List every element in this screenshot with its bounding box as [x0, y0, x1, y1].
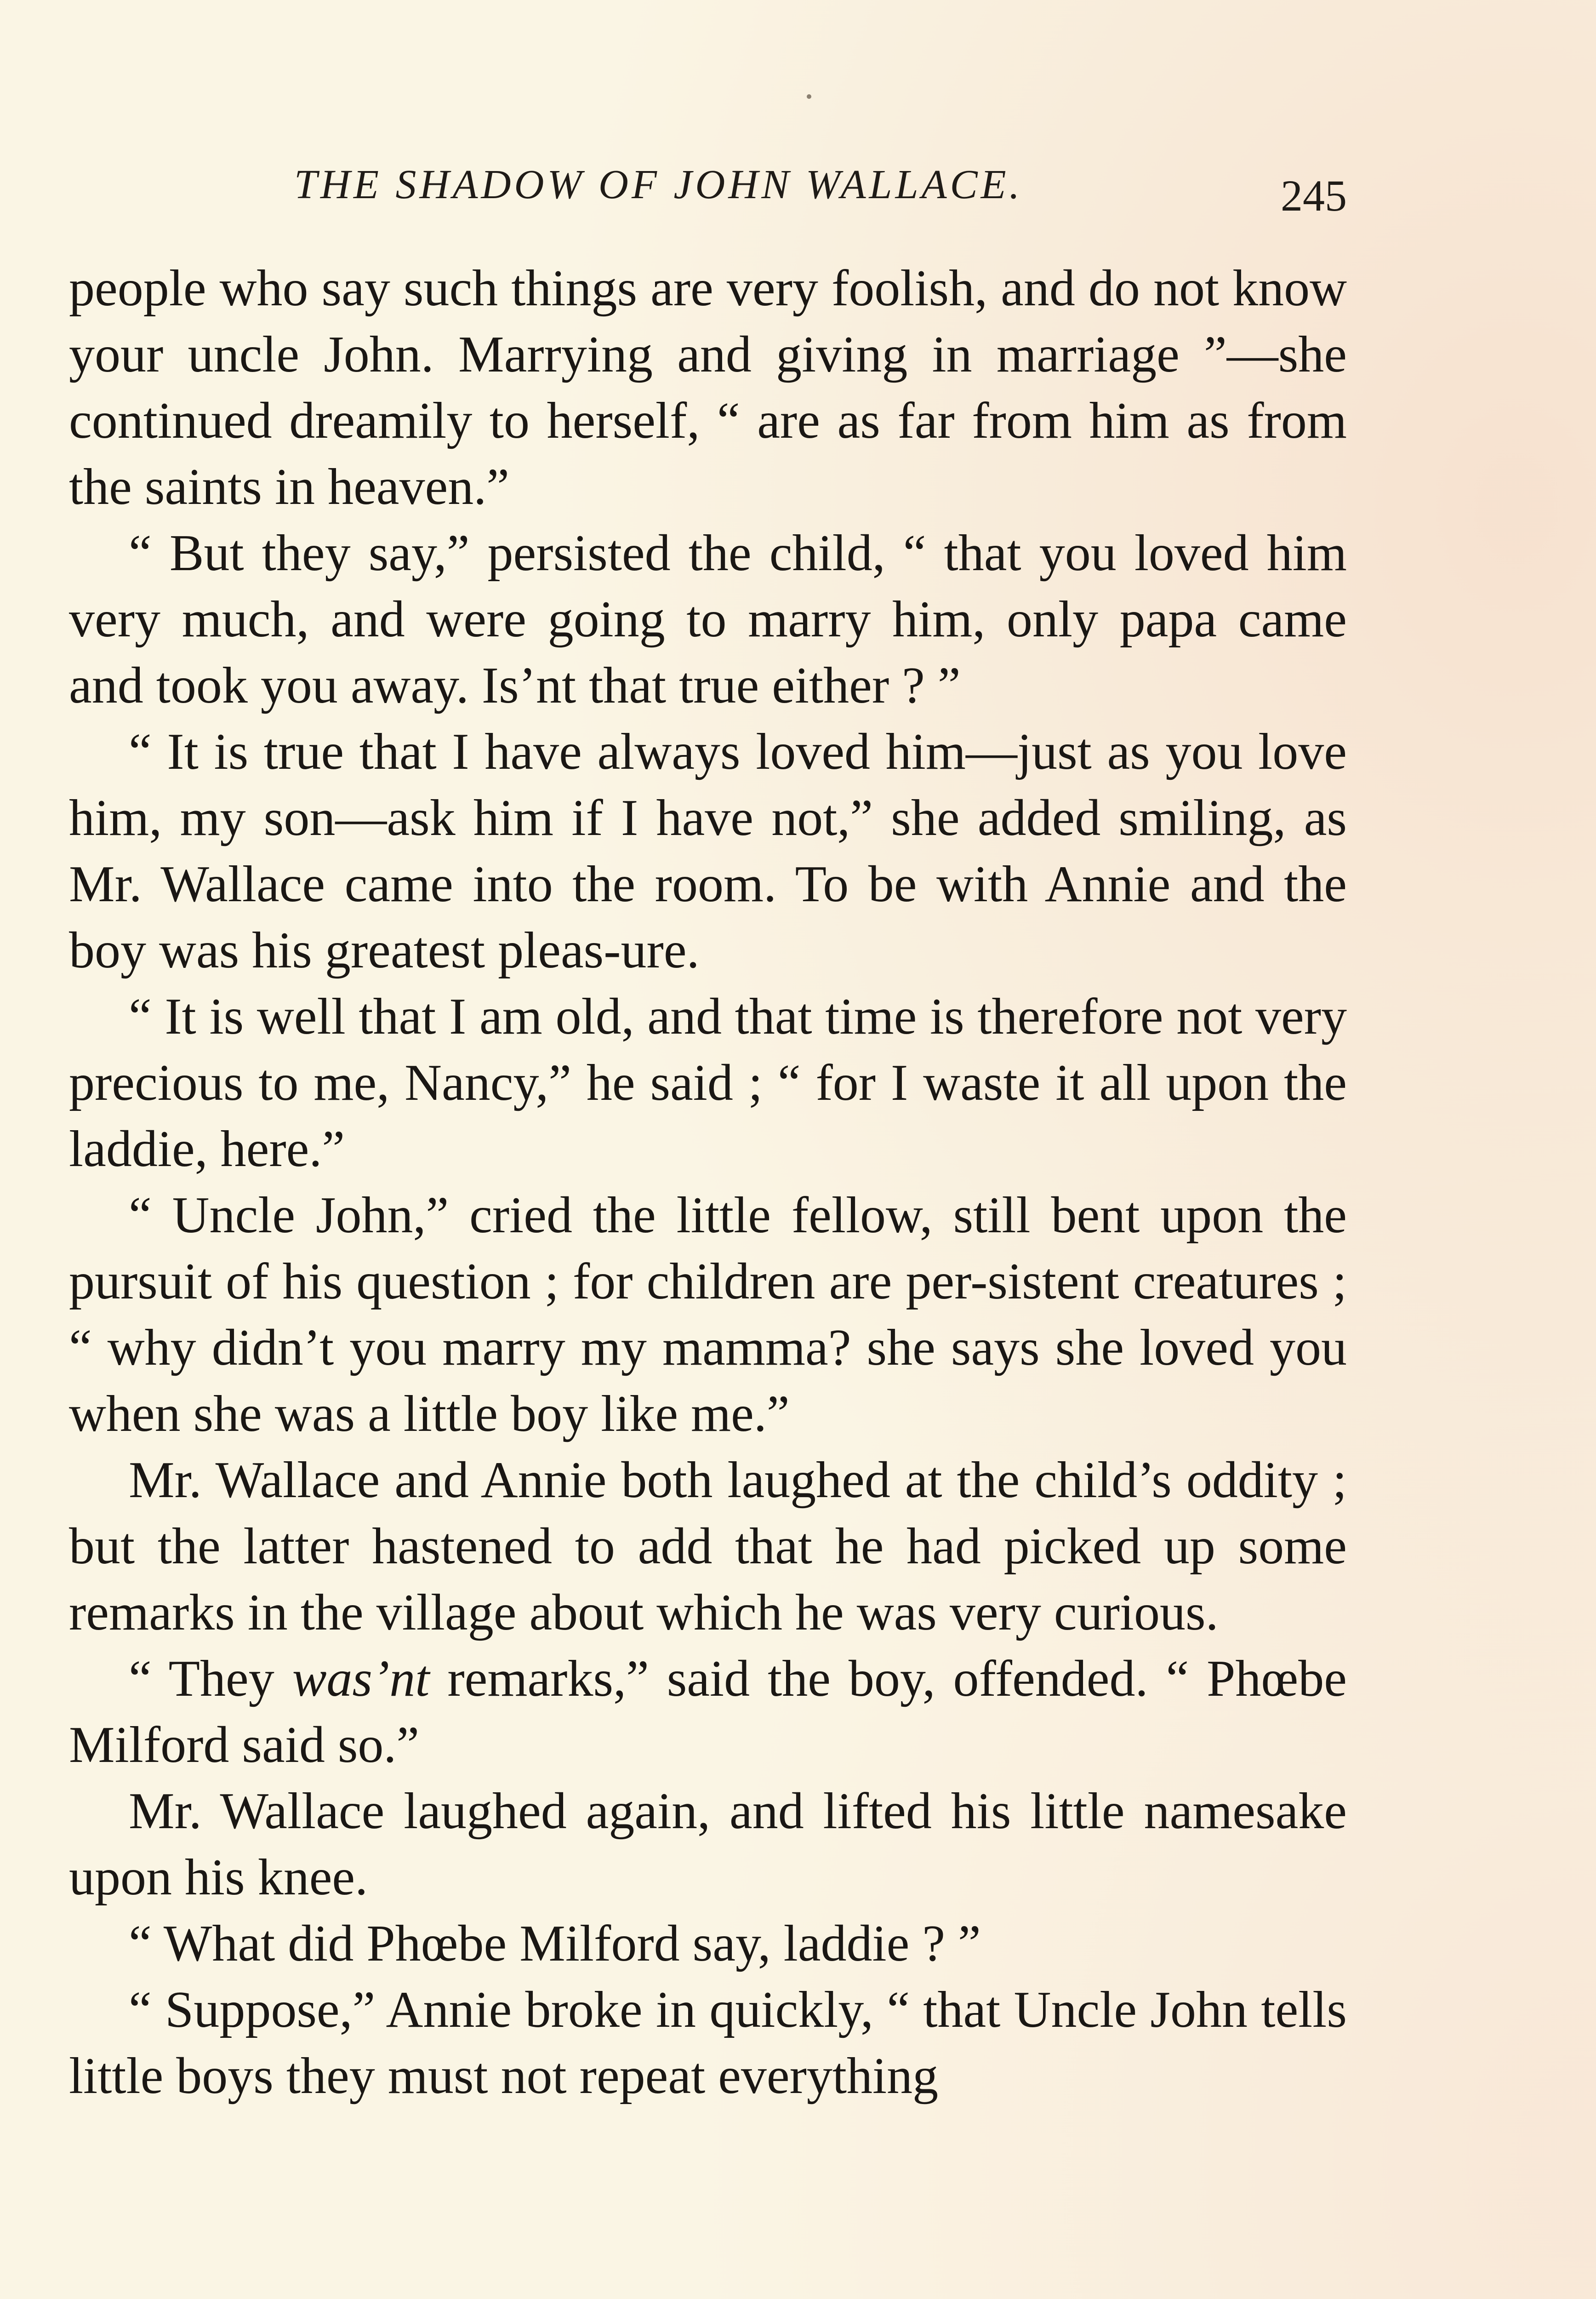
- paragraph: “ It is well that I am old, and that time is therefore not very precious to me, Nancy,” he said ; “ for I waste it all upon the laddie, here.”: [69, 988, 1347, 1178]
- paragraph: Mr. Wallace laughed again, and lifted his little namesake upon his knee.: [69, 1783, 1347, 1906]
- paragraph-segment: remarks,” said the boy, offended. “ Phœbe Milford said so.”: [69, 1650, 1347, 1773]
- paragraph: [69, 1646, 1347, 1778]
- paper-speck: [807, 94, 811, 99]
- page-header: [69, 152, 1347, 230]
- paragraph: “ What did Phœbe Milford say, laddie ? ”: [129, 1915, 981, 1972]
- body-text: [69, 255, 1347, 2109]
- paragraph: Mr. Wallace and Annie both laughed at the child’s oddity ; but the latter hastened to add that he had picked up some remarks in the village about which he was very curious.: [69, 1452, 1347, 1641]
- paragraph: “ Suppose,” Annie broke in quickly, “ that Uncle John tells little boys they must not repeat everything: [69, 1981, 1347, 2105]
- paragraph: people who say such things are very foolish, and do not know your uncle John. Marrying and giving in marriage ”—she continued dreamily to herself, “ are as far from him as from the saints in heaven.”: [69, 260, 1347, 515]
- paragraph: “ Uncle John,” cried the little fellow, still bent upon the pursuit of his question ; for children are per-sistent creatures ; “ why didn’t you marry my mamma? she says she loved you when she was a little boy like me.”: [69, 1187, 1347, 1442]
- page-number: 245: [1281, 171, 1347, 220]
- italic-word: was’nt: [292, 1650, 430, 1707]
- running-title: THE SHADOW OF JOHN WALLACE.: [294, 162, 1023, 207]
- paragraph-segment: “ They: [129, 1650, 292, 1707]
- paragraph: “ It is true that I have always loved him—just as you love him, my son—ask him if I have not,” she added smiling, as Mr. Wallace came into the room. To be with Annie and the boy was his greatest pleas-ure.: [69, 723, 1347, 979]
- paragraph: “ But they say,” persisted the child, “ that you loved him very much, and were going to marry him, only papa came and took you away. Is’nt that true either ? ”: [69, 525, 1347, 714]
